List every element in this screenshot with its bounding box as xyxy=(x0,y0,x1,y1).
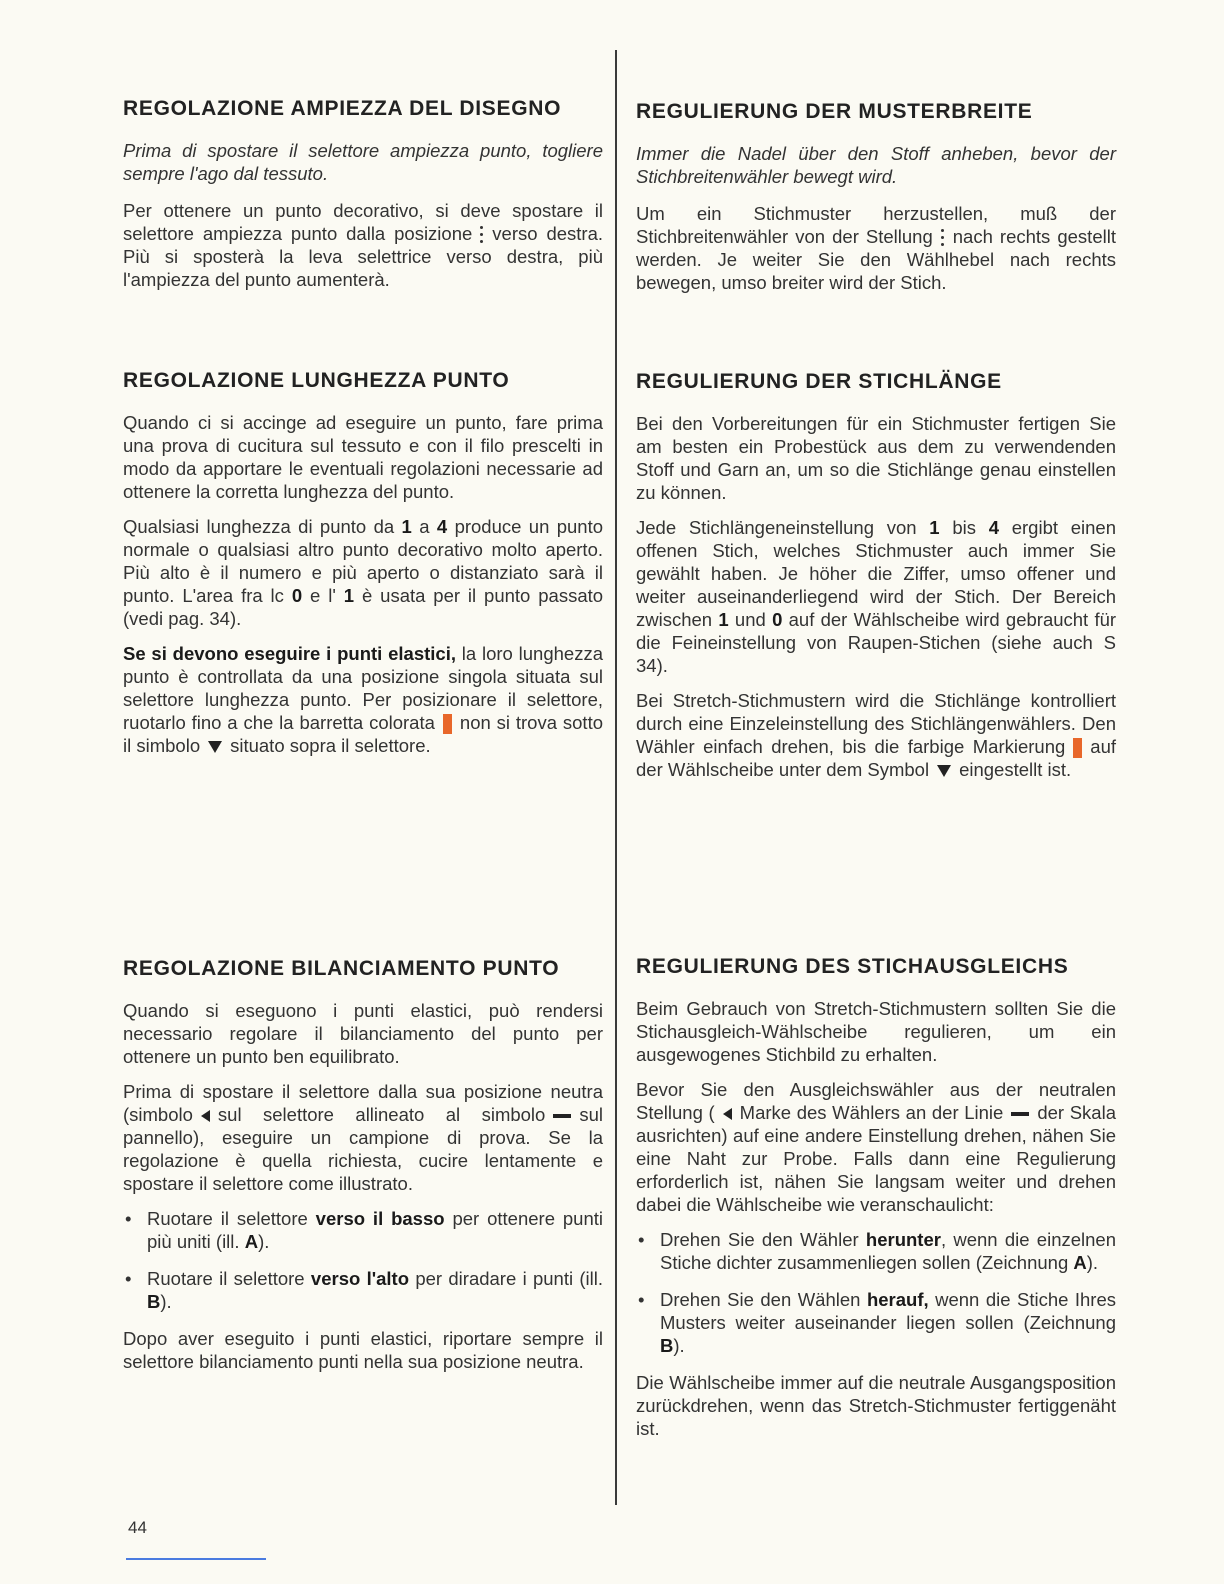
dotted-position-icon xyxy=(480,226,484,244)
section-lunghezza xyxy=(123,369,603,769)
intro-text: Prima di spostare il selettore ampiezza punto, togliere sempre l'ago dal tessuto. xyxy=(123,140,603,184)
page-number: 44 xyxy=(128,1518,147,1537)
paragraph: Qualsiasi lunghezza di punto da 1 a 4 produce un punto normale o qualsiasi altro punto decorativo molto aperto. Più alto è il numero e più aperto o distanziato sarà il punto. L'area fra lc 0 e l' 1 è usata per il punto passato (vedi pag. 34). xyxy=(123,516,604,629)
paragraph: Bei Stretch-Stichmustern wird die Stichlänge kontrolliert durch eine Einzeleinstellung des Stichlängenwählers. Den Wähler einfach drehen, bis die farbige Markierung auf der Wählscheibe unter dem Symbol eingestellt ist. xyxy=(636,690,1116,781)
column-divider xyxy=(615,50,617,1505)
left-triangle-icon xyxy=(201,1110,210,1122)
paragraph: Quando si eseguono i punti elastici, può rendersi necessario regolare il bilanciamento del punto per ottenere un punto ben equilibrato. xyxy=(123,1000,603,1067)
section-title: REGULIERUNG DER STICHLÄNGE xyxy=(636,370,1002,393)
colored-bar-icon xyxy=(1073,738,1082,758)
list-item: • Drehen Sie den Wählen herauf, wenn die Stiche Ihres Musters weiter auseinander liegen sollen (Zeichnung B). xyxy=(636,1288,1116,1357)
list-item: • Ruotare il selettore verso l'alto per diradare i punti (ill. B). xyxy=(123,1267,603,1313)
list-item: • Ruotare il selettore verso il basso per ottenere punti più uniti (ill. A). xyxy=(123,1207,603,1253)
paragraph: Jede Stichlängeneinstellung von 1 bis 4 ergibt einen offenen Stich, welches Stichmuster auch immer Sie gewählt haben. Je höher die Ziffer, umso offener und weiter auseinanderliegend wird der Stich. Der Bereich zwischen 1 und 0 auf der Wählscheibe wird gebraucht für die Feineinstellung von Raupen-Stichen (siehe auch S 34). xyxy=(636,517,1117,676)
section-title: REGOLAZIONE AMPIEZZA DEL DISEGNO xyxy=(123,97,562,120)
paragraph: Um ein Stichmuster herzustellen, muß der Stichbreitenwähler von der Stellung nach rechts gestellt werden. Je weiter Sie den Wählhebel nach rechts bewegen, umso breiter wird der Stich. xyxy=(636,203,1116,293)
section-musterbreite xyxy=(636,100,1116,306)
dotted-position-icon xyxy=(941,229,945,247)
down-triangle-icon xyxy=(208,741,222,753)
intro-text: Immer die Nadel über den Stoff anheben, bevor der Stichbreitenwähler bewegt wird. xyxy=(636,143,1116,187)
down-triangle-icon xyxy=(937,765,951,777)
bullet-list xyxy=(123,1207,603,1313)
section-title: REGULIERUNG DER MUSTERBREITE xyxy=(636,100,1033,123)
section-stichausgleich xyxy=(636,955,1116,1452)
left-triangle-icon xyxy=(723,1108,732,1120)
paragraph: Quando ci si accinge ad eseguire un punto, fare prima una prova di cucitura sul tessuto e con il filo prescelti in modo da apportare le eventuali regolazioni necessarie ad ottenere la corretta lunghezza del punto. xyxy=(123,412,603,502)
bottom-rule xyxy=(126,1558,266,1560)
paragraph: Dopo aver eseguito i punti elastici, riportare sempre il selettore bilanciamento punti nella sua posizione neutra. xyxy=(123,1328,603,1372)
section-title: REGULIERUNG DES STICHAUSGLEICHS xyxy=(636,955,1069,978)
paragraph: Prima di spostare il selettore dalla sua posizione neutra (simbolo sul selettore allineato al simbolo sul pannello), eseguire un campione di prova. Se la regolazione è quella richiesta, cucire lentamente e spostare il selettore come illustrato. xyxy=(123,1081,603,1194)
paragraph: Se si devono eseguire i punti elastici, la loro lunghezza punto è controllata da una posizione singola situata sul selettore lunghezza punto. Per posizionare il selettore, ruotarlo fino a che la barretta colorata non si trova sotto il simbolo situato sopra il selettore. xyxy=(123,643,603,757)
paragraph: Die Wählscheibe immer auf die neutrale Ausgangsposition zurückdrehen, wenn das Stretch-Stichmuster fertiggenäht ist. xyxy=(636,1372,1116,1439)
colored-bar-icon xyxy=(443,714,452,734)
paragraph: Per ottenere un punto decorativo, si deve spostare il selettore ampiezza punto dalla posizione verso destra. Più si sposterà la leva selettrice verso destra, più l'ampiezza del punto aumenterà. xyxy=(123,200,603,290)
paragraph: Bevor Sie den Ausgleichswähler aus der neutralen Stellung ( Marke des Wählers an der Linie der Skala ausrichten) auf eine andere Einstellung drehen, nähen Sie eine Naht zur Probe. Falls dann eine Regulierung erforderlich ist, nähen Sie langsam weiter und drehen dabei die Wählscheibe wie veranschaulicht: xyxy=(636,1079,1116,1215)
section-stichlaenge xyxy=(636,370,1116,793)
bullet-list xyxy=(636,1228,1116,1357)
dash-line-icon xyxy=(1011,1112,1029,1116)
section-title: REGOLAZIONE BILANCIAMENTO PUNTO xyxy=(123,957,560,980)
section-bilanciamento xyxy=(123,957,603,1385)
paragraph: Bei den Vorbereitungen für ein Stichmuster fertigen Sie am besten ein Probestück aus dem zu verwendenden Stoff und Garn an, um so die Stichlänge genau einstellen zu können. xyxy=(636,413,1116,503)
section-ampiezza xyxy=(123,97,603,303)
section-title: REGOLAZIONE LUNGHEZZA PUNTO xyxy=(123,369,510,392)
list-item: • Drehen Sie den Wähler herunter, wenn die einzelnen Stiche dichter zusammenliegen sollen (Zeichnung A). xyxy=(636,1228,1116,1274)
dash-line-icon xyxy=(553,1114,571,1118)
paragraph: Beim Gebrauch von Stretch-Stichmustern sollten Sie die Stichausgleich-Wählscheibe regulieren, um ein ausgewogenes Stichbild zu erhalten. xyxy=(636,998,1116,1065)
